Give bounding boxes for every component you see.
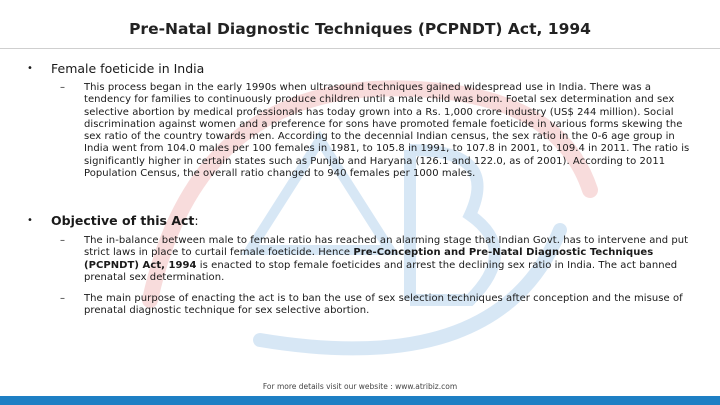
- bullet-label: Female foeticide in India: [51, 61, 205, 76]
- subitem-text: The main purpose of enacting the act is to ban the use of sex selection techniques after conception and the misuse of prenatal diagnostic technique for sex selective abortion.: [84, 293, 683, 317]
- dash-marker: –: [60, 293, 65, 304]
- bullet-label-suffix: :: [194, 213, 199, 228]
- subitem-text: [84, 235, 700, 284]
- page-title: Pre-Natal Diagnostic Techniques (PCPNDT) Act, 1994: [129, 20, 591, 38]
- bullet-label: Objective of this Act: [51, 213, 195, 228]
- subitem-act-intro: [60, 235, 700, 284]
- act-name-bold: Pre-Conception and Pre-Natal Diagnostic Techniques (PCPNDT) Act, 1994: [84, 247, 654, 271]
- subitem-text-part: is enacted to stop female foeticides and arrest the declining sex ratio in India. The act banned prenatal sex determination.: [84, 259, 678, 283]
- dash-marker: –: [60, 82, 65, 93]
- dash-marker: –: [60, 235, 65, 246]
- subitem-text-part: The in-balance between male to female ratio has reached an alarming stage that Indian Govt. has to intervene and put strict laws in place to curtail female foeticide. Hence: [84, 235, 689, 259]
- bullet-marker: •: [27, 215, 33, 226]
- footer-bar: [0, 396, 720, 405]
- subitem-foeticide-history: [60, 82, 700, 180]
- title-divider: [0, 48, 720, 49]
- bullet-marker: •: [27, 63, 33, 74]
- subitem-act-purpose: [60, 293, 700, 318]
- footer-website-text: For more details visit our website : www.atribiz.com: [262, 382, 458, 391]
- subitem-text: This process began in the early 1990s when ultrasound techniques gained widespread use in India. There was a tendency for families to continuously produce children until a male child was born. Foetal sex determination and sex selective abortion by medical professionals has today grown into a Rs. 1,000 crore industry (US$ 244 million). Social discrimination against women and a preference for sons have promoted female foeticide in various forms skewing the sex ratio of the country towards men. According to the decennial Indian census, the sex ratio in the 0-6 age group in India went from 104.0 males per 100 females in 1981, to 105.8 in 1991, to 107.8 in 2001, to 109.4 in 2011. The ratio is significantly higher in certain states such as Punjab and Haryana (126.1 and 122.0, as of 2001). According to 2011 Population Census, the overall ratio changed to 940 females per 1000 males.: [84, 82, 690, 180]
